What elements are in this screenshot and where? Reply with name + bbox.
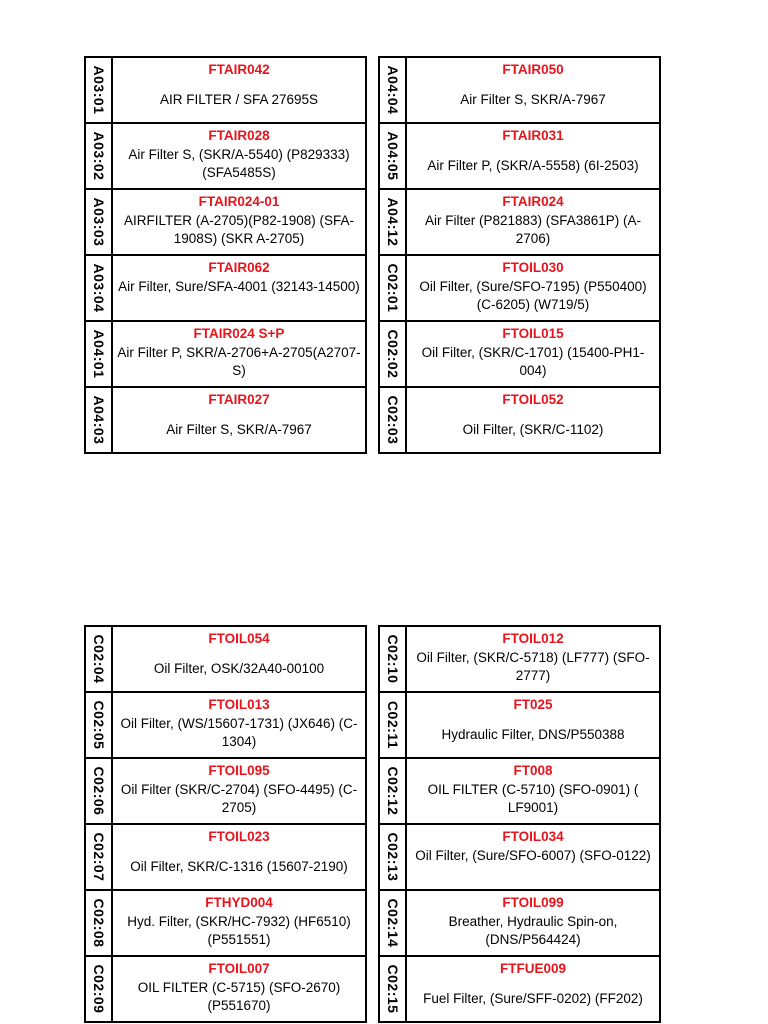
description-cell	[112, 824, 366, 890]
part-code: FTAIR024-01	[198, 194, 280, 209]
table-row	[85, 692, 366, 758]
location-code: A04:01	[90, 329, 107, 379]
part-code: FTOIL099	[502, 895, 564, 910]
part-description: Oil Filter, (SKR/C-1701) (15400-PH1-004)	[421, 345, 645, 378]
location-code: C02:06	[90, 766, 107, 816]
part-code: FTAIR062	[208, 260, 270, 275]
part-description: Air Filter P, (SKR/A-5558) (6I-2503)	[427, 158, 639, 173]
table-row	[379, 692, 660, 758]
location-cell	[379, 57, 406, 123]
location-cell	[379, 321, 406, 387]
location-code: A03:01	[90, 65, 107, 115]
part-description: Air Filter S, (SKR/A-5540) (P829333) (SFA5485S)	[128, 147, 350, 180]
description-cell	[112, 626, 366, 692]
description-cell	[112, 57, 366, 123]
part-code: FTOIL012	[502, 631, 564, 646]
table-row	[85, 387, 366, 453]
location-code: C02:12	[384, 766, 401, 816]
part-description: OIL FILTER (C-5710) (SFO-0901) ( LF9001)	[427, 782, 639, 815]
table-row	[85, 255, 366, 321]
location-code: C02:01	[384, 263, 401, 313]
location-cell	[85, 123, 112, 189]
table-row	[379, 626, 660, 692]
part-code: FTAIR028	[208, 128, 270, 143]
description-cell	[406, 321, 660, 387]
location-code: A04:03	[90, 395, 107, 445]
description-cell	[406, 387, 660, 453]
description-cell	[112, 387, 366, 453]
part-description: Air Filter S, SKR/A-7967	[166, 422, 312, 437]
location-code: C02:03	[384, 395, 401, 445]
location-cell	[85, 255, 112, 321]
part-description: Oil Filter, (WS/15607-1731) (JX646) (C-1304)	[120, 716, 358, 749]
description-cell	[406, 189, 660, 255]
location-cell	[85, 956, 112, 1022]
part-code: FTOIL030	[502, 260, 564, 275]
part-description: AIR FILTER / SFA 27695S	[159, 92, 319, 107]
location-code: C02:10	[384, 634, 401, 684]
part-description: Hyd. Filter, (SKR/HC-7932) (HF6510) (P551551)	[127, 914, 351, 947]
part-code: FTOIL052	[502, 392, 564, 407]
location-cell	[85, 890, 112, 956]
location-cell	[379, 255, 406, 321]
location-cell	[379, 189, 406, 255]
part-code: FT025	[513, 697, 553, 712]
location-code: C02:11	[384, 700, 401, 750]
description-cell	[406, 890, 660, 956]
part-code: FTOIL007	[208, 961, 270, 976]
description-cell	[112, 692, 366, 758]
location-code: C02:14	[384, 898, 401, 948]
table-row	[379, 890, 660, 956]
description-cell	[406, 57, 660, 123]
description-cell	[406, 758, 660, 824]
part-description: OIL FILTER (C-5715) (SFO-2670) (P551670)	[137, 980, 341, 1013]
part-description: Oil Filter, OSK/32A40-00100	[153, 661, 325, 676]
location-code: A04:04	[384, 65, 401, 115]
part-description: AIRFILTER (A-2705)(P82-1908) (SFA-1908S) (SKR A-2705)	[123, 213, 355, 246]
description-cell	[112, 123, 366, 189]
table-row	[85, 189, 366, 255]
part-description: Air Filter S, SKR/A-7967	[460, 92, 606, 107]
table-row	[85, 57, 366, 123]
label-table-top-left	[84, 56, 367, 454]
description-cell	[406, 626, 660, 692]
location-cell	[85, 321, 112, 387]
table-row	[379, 123, 660, 189]
part-description: Oil Filter, (Sure/SFO-7195) (P550400) (C-6205) (W719/5)	[419, 279, 647, 312]
table-row	[379, 387, 660, 453]
location-cell	[85, 692, 112, 758]
part-code: FTAIR031	[502, 128, 564, 143]
location-code: C02:09	[90, 964, 107, 1014]
location-cell	[85, 626, 112, 692]
location-code: A03:02	[90, 131, 107, 181]
location-cell	[85, 824, 112, 890]
location-cell	[379, 387, 406, 453]
part-code: FTOIL013	[208, 697, 270, 712]
location-code: C02:08	[90, 898, 107, 948]
location-code: C02:05	[90, 700, 107, 750]
table-row	[85, 626, 366, 692]
table-row	[379, 321, 660, 387]
part-description: Oil Filter, (Sure/SFO-6007) (SFO-0122)	[415, 848, 651, 863]
location-code: C02:02	[384, 329, 401, 379]
description-cell	[112, 255, 366, 321]
table-row	[85, 123, 366, 189]
part-code: FT008	[513, 763, 553, 778]
location-code: C02:04	[90, 634, 107, 684]
part-code: FTAIR050	[502, 62, 564, 77]
location-cell	[85, 189, 112, 255]
description-cell	[406, 956, 660, 1022]
table-row	[85, 824, 366, 890]
part-description: Oil Filter (SKR/C-2704) (SFO-4495) (C-2705)	[120, 782, 358, 815]
part-code: FTAIR042	[208, 62, 270, 77]
description-cell	[406, 255, 660, 321]
description-cell	[406, 123, 660, 189]
part-description: Oil Filter, SKR/C-1316 (15607-2190)	[130, 859, 348, 874]
part-code: FTOIL015	[502, 326, 564, 341]
table-row	[379, 758, 660, 824]
description-cell	[406, 824, 660, 890]
label-table-top-right	[378, 56, 661, 454]
location-code: A04:05	[384, 131, 401, 181]
table-row	[379, 57, 660, 123]
part-code: FTAIR024 S+P	[193, 326, 285, 341]
location-cell	[379, 626, 406, 692]
location-code: C02:07	[90, 832, 107, 882]
part-description: Air Filter (P821883) (SFA3861P) (A-2706)	[424, 213, 642, 246]
location-cell	[379, 956, 406, 1022]
part-description: Hydraulic Filter, DNS/P550388	[441, 727, 625, 742]
location-code: C02:13	[384, 832, 401, 882]
table-row	[85, 321, 366, 387]
location-cell	[379, 123, 406, 189]
table-row	[379, 255, 660, 321]
location-cell	[379, 890, 406, 956]
location-cell	[379, 758, 406, 824]
location-cell	[85, 758, 112, 824]
table-row	[379, 824, 660, 890]
table-row	[379, 956, 660, 1022]
location-cell	[85, 387, 112, 453]
label-table-bottom-right	[378, 625, 661, 1023]
label-table-bottom-left	[84, 625, 367, 1023]
part-code: FTOIL034	[502, 829, 564, 844]
part-code: FTAIR024	[502, 194, 564, 209]
description-cell	[112, 189, 366, 255]
table-row	[85, 758, 366, 824]
part-code: FTOIL023	[208, 829, 270, 844]
part-code: FTOIL054	[208, 631, 270, 646]
part-description: Oil Filter, (SKR/C-5718) (LF777) (SFO-2777)	[416, 650, 650, 683]
part-code: FTFUE009	[499, 961, 567, 976]
part-code: FTOIL095	[208, 763, 270, 778]
part-description: Fuel Filter, (Sure/SFF-0202) (FF202)	[423, 991, 643, 1006]
description-cell	[112, 956, 366, 1022]
location-cell	[85, 57, 112, 123]
location-cell	[379, 692, 406, 758]
table-row	[85, 956, 366, 1022]
table-row	[85, 890, 366, 956]
location-code: A04:12	[384, 197, 401, 247]
location-code: C02:15	[384, 964, 401, 1014]
part-description: Air Filter, Sure/SFA-4001 (32143-14500)	[118, 279, 360, 294]
location-code: A03:03	[90, 197, 107, 247]
part-description: Breather, Hydraulic Spin-on, (DNS/P564424)	[448, 914, 618, 947]
table-row	[379, 189, 660, 255]
part-code: FTAIR027	[208, 392, 270, 407]
part-description: Oil Filter, (SKR/C-1102)	[462, 422, 604, 437]
part-code: FTHYD004	[205, 895, 273, 910]
location-cell	[379, 824, 406, 890]
description-cell	[112, 321, 366, 387]
description-cell	[406, 692, 660, 758]
location-code: A03:04	[90, 263, 107, 313]
part-description: Air Filter P, SKR/A-2706+A-2705(A2707-S)	[117, 345, 361, 378]
description-cell	[112, 890, 366, 956]
description-cell	[112, 758, 366, 824]
